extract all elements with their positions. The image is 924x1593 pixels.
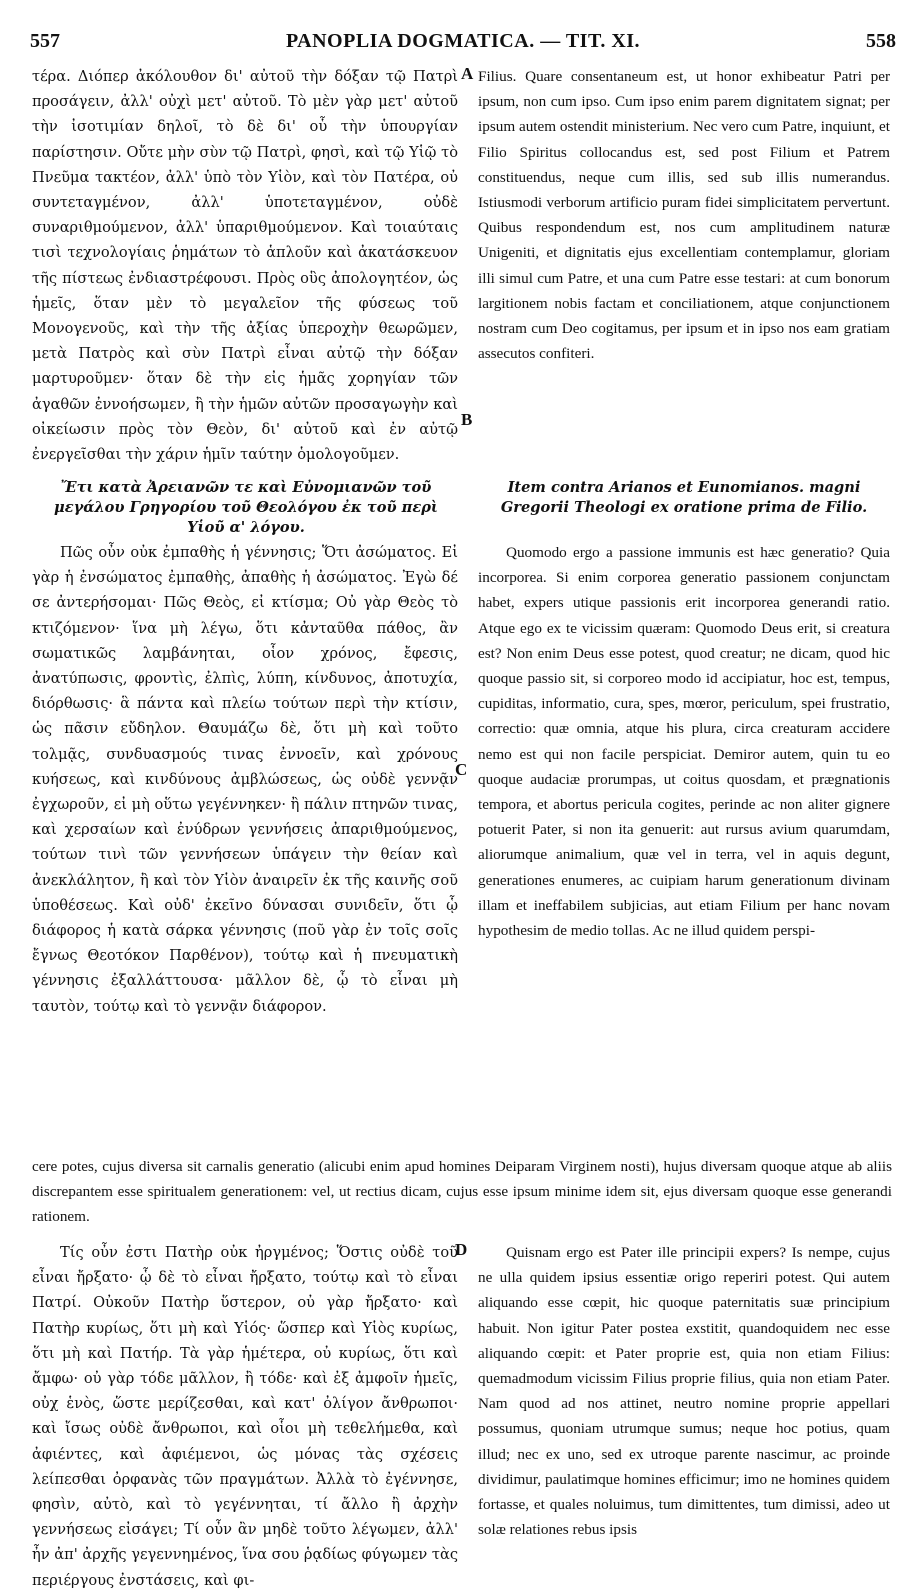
greek-paragraph: τέρα. Διόπερ ἀκόλουθον δι' αὐτοῦ τὴν δόξαν τῷ Πατρὶ προσάγειν, ἀλλ' οὐχὶ μετ' αὐτοῦ. Τὸ μὲν γὰρ μετ' αὐτοῦ τὴν ἰσοτιμίαν δηλοῖ, τὸ δὲ δι' οὗ τὴν ὑπουργίαν παρίστησιν. Οὔτε μὴν σὺν τῷ Πατρὶ, φησὶ, καὶ τῷ Υἱῷ τὸ Πνεῦμα τακτέον, ἀλλ' ὑπὸ τὸν Υἱὸν, καὶ τὸν Πατέρα, οὐ συντεταγμένον, ἀλλ' ὑποτεταγμένον, οὐδὲ συναριθμούμενον, ἀλλ' ὑπαριθμούμενον. Καὶ τοιαύταις τισὶ τεχνολογίαις ῥημάτων τὸ ἁπλοῦν καὶ ἀκατάσκευον τῆς πίστεως ἐνδιαστρέφουσι. Πρὸς οὓς ἀπολογητέον, ὡς ἡμεῖς, ὅταν μὲν τὸ μεγαλεῖον τῆς φύσεως τοῦ Μονογενοῦς, καὶ τὴν τῆς ἀξίας ὑπεροχὴν θεωρῶμεν, μετὰ Πατρὸς καὶ σὺν Πατρὶ εἶναι αὐτῷ τὴν δόξαν μαρτυροῦμεν· ὅταν δὲ τὴν εἰς ἡμᾶς χορηγίαν τῶν ἀγαθῶν ἐννοήσωμεν, ἢ τὴν ἡμῶν αὐτῶν προσαγωγὴν καὶ οἰκείωσιν πρὸς τὸν Θεὸν, δι' αὐτοῦ καὶ ἐν αὐτῷ ἐνεργεῖσθαι τὴν χάριν ἡμῖν ταύτην ὁμολογοῦμεν. [32, 68, 458, 464]
latin-column-section-2 [478, 540, 890, 1152]
margin-letter-d: D [455, 1240, 468, 1259]
margin-letter-a: A [461, 64, 474, 83]
latin-paragraph: Quisnam ergo est Pater ille principii expers? Is nempe, cujus ne ulla quidem ipsius essentiæ origo reperiri potest. Qui autem aliquando esse cœpit, hic quoque paternitatis suæ principium habuit. Non igitur Pater postea exstitit, quandoquidem nec esse aliquando cœpit: et Pater proprie est, quia non etiam Filius: quemadmodum vicissim Filius proprie filius, quia non etiam Pater. Nam quod ad nos attinet, neutro nomine proprie appellari possumus, quoniam utrumque sumus; neque hoc potius, quam illud; nec ex uno, sed ex utroque parente nascimur, ac proinde dividimur, paulatimque homines efficimur; imo ne homines quidem fortasse, et quales noluimus, tum dimittentes, tum dimissi, adeo ut solæ relationes rebus ipsis [478, 1244, 890, 1539]
running-title: PANOPLIA DOGMATICA. — TIT. XI. [285, 30, 641, 52]
greek-column-section-1 [32, 64, 458, 474]
margin-letter-c: C [455, 760, 468, 779]
page-header [30, 30, 896, 56]
page-number-right: 558 [866, 30, 896, 52]
latin-column-section-1 [478, 64, 890, 400]
latin-paragraph: Filius. Quare consentaneum est, ut honor exhibeatur Patri per ipsum, non cum ipso. Cum ipso enim parem dignitatem signat; per ipsum autem ostendit ministerium. Nec vero cum Patre, inquiunt, et Filio Spiritus collocandus est, sed post Filium et Patrem constituendus, neque cum illis, sed sub illis numerandus. Istiusmodi verborum artificio puram fidei simplicitatem pervertunt. Quibus respondendum est, nos cum amplitudinem naturæ Unigeniti, et dignitatis ejus excellentiam contemplamur, gloriam illi simul cum Patre, et una cum Patre esse testari: at cum bonorum largitionem nobis factam et conciliationem, atque conjunctionem nostram cum Deo cogitamus, per ipsum et in ipso nos eam gratiam assecutos confiteri. [478, 68, 890, 363]
page-number-left: 557 [30, 30, 60, 52]
greek-column-section-3 [32, 1240, 458, 1589]
margin-letter-b: B [461, 410, 473, 429]
greek-paragraph: Τίς οὖν ἐστι Πατὴρ οὐκ ἠργμένος; Ὅστις οὐδὲ τοῦ εἶναι ἤρξατο· ᾧ δὲ τὸ εἶναι ἤρξατο, τούτῳ καὶ τὸ εἶναι Πατρί. Οὐκοῦν Πατὴρ ὕστερον, οὐ γὰρ ἤρξατο· καὶ Πατὴρ κυρίως, ὅτι μὴ καὶ Υἱός· ὥσπερ καὶ Υἱὸς κυρίως, ὅτι μὴ καὶ Πατήρ. Τὰ γὰρ ἡμέτερα, οὐ κυρίως, ὅτι καὶ ἄμφω· οὐ γὰρ τόδε μᾶλλον, ἢ τόδε· καὶ ἐξ ἀμφοῖν ἡμεῖς, οὐχ ἑνὸς, ὥστε μερίζεσθαι, καὶ κατ' ὀλίγον ἄνθρωποι· καὶ ἴσως οὐδὲ ἄνθρωποι, καὶ οἷοι μὴ τεθελήμεθα, καὶ ἀφιέντες, καὶ ἀφιέμενοι, ὡς μόνας τὰς σχέσεις λείπεσθαι ὀρφανὰς τῶν πραγμάτων. Ἀλλὰ τὸ ἐγέννησε, φησὶν, αὐτὸ, καὶ τὸ γεγέννηται, τί ἄλλο ἢ ἀρχὴν γεννήσεως εἰσάγει; Τί οὖν ἂν μηδὲ τοῦτο λέγωμεν, ἀλλ' ἦν ἀπ' ἀρχῆς γεγεννημένος, ἵνα σου ῥᾳδίως φύγωμεν τὰς περιέργους ἐνστάσεις, καὶ φι- [32, 1244, 458, 1589]
latin-paragraph: cere potes, cujus diversa sit carnalis generatio (alicubi enim apud homines Deiparam Virginem nosti), hujus diversam quoque atque ab aliis discrepantem esse spiritualem generationem: vel, ut rectius dicam, cujus esse ipsum minime idem sit, ejus diversam quoque esse generandi rationem. [32, 1158, 892, 1226]
latin-fullwidth-continuation [32, 1154, 892, 1236]
latin-section-heading [478, 478, 890, 526]
greek-heading-text: Ἔτι κατὰ Ἀρειανῶν τε καὶ Εὐνομιανῶν τοῦ μεγάλου Γρηγορίου τοῦ Θεολόγου ἐκ τοῦ περὶ Υἱοῦ α' λόγου. [54, 479, 438, 536]
greek-section-heading [48, 478, 444, 536]
greek-paragraph: Πῶς οὖν οὐκ ἐμπαθὴς ἡ γέννησις; Ὅτι ἀσώματος. Εἰ γὰρ ἡ ἐνσώματος ἐμπαθὴς, ἀπαθὴς ἡ ἀσώματος. Ἐγὼ δέ σε ἀντερήσομαι· Πῶς Θεὸς, εἰ κτίσμα; Οὐ γὰρ Θεὸς τὸ κτιζόμενον· ἵνα μὴ λέγω, ὅτι κἀνταῦθα πάθος, ἂν σωματικῶς λαμβάνηται, οἷον χρόνος, ἔφεσις, ἀνατύπωσις, φροντὶς, ἐλπὶς, λύπη, κίνδυνος, ἀποτυχία, διόρθωσις· ἃ πάντα καὶ πλείω τούτων περὶ τὴν κτίσιν, ὡς πᾶσιν εὔδηλον. Θαυμάζω δὲ, ὅτι μὴ καὶ τοῦτο τολμᾷς, συνδυασμούς τινας ἐννοεῖν, καὶ χρόνους κυήσεως, καὶ κινδύνους ἀμβλώσεως, ὡς οὐδὲ γεννᾷν ἐγχωροῦν, εἰ μὴ οὕτω γεγέννηκεν· ἢ πάλιν πτηνῶν τινας, καὶ χερσαίων καὶ ἐνύδρων γεννήσεις ἀπαριθμούμενος, τούτων τινὶ τῶν γεννήσεων ὑπάγειν τὴν θείαν καὶ ἀνεκλάλητον, ἢ καὶ τὸν Υἱὸν ἀναιρεῖν ἐκ τῆς καινῆς σοῦ ὑποθέσεως. Καὶ οὐδ' ἐκεῖνο δύνασαι συνιδεῖν, ὅτι ᾧ διάφορος ἡ κατὰ σάρκα γέννησις (ποῦ γὰρ ἐν τοῖς σοῖς ἔγνως Θεοτόκον Παρθένον), τούτῳ καὶ ἡ πνευματικὴ γέννησις ἐξαλλάττουσα· μᾶλλον δὲ, ᾧ τὸ εἶναι μὴ ταυτὸν, τούτῳ καὶ τὸ γεννᾷν διάφορον. [32, 544, 458, 1015]
latin-heading-text: Item contra Arianos et Eunomianos. magni Gregorii Theologi ex oratione prima de Filio. [500, 479, 868, 516]
greek-column-section-2 [32, 540, 458, 1152]
latin-column-section-3 [478, 1240, 890, 1539]
latin-paragraph: Quomodo ergo a passione immunis est hæc generatio? Quia incorporea. Si enim corporea generatio passionem conjunctam habet, expers utique passionis erit incorporea generandi ratio. Atque ego ex te vicissim quæram: Quomodo Deus erit, si creatura est? Non enim Deus esse potest, quod creatur; ne dicam, quod hic quoque passio sit, si corporeo modo id accipiatur, hoc est, tempus, cupiditas, informatio, cura, spes, mœror, periculum, spei frustratio, correctio: quæ omnia, atque his plura, circa creaturam accidere nemo est qui non facile perspiciat. Demiror autem, quin tu eo quoque audaciæ prorumpas, ut coitus quosdam, et prægnationis tempora, et abortus pericula cogites, perinde ac non aliter gignere potuerit Pater, si non ita genuerit: aut rursus avium quarumdam, aliorumque animalium, quæ vel in terra, vel in aquis degunt, generationes enumeres, ac cuipiam harum generationum divinam illam et ineffabilem subjicias, aut etiam Filium per hanc novam hypothesim de medio tollas. Ac ne illud quidem perspi- [478, 544, 890, 940]
